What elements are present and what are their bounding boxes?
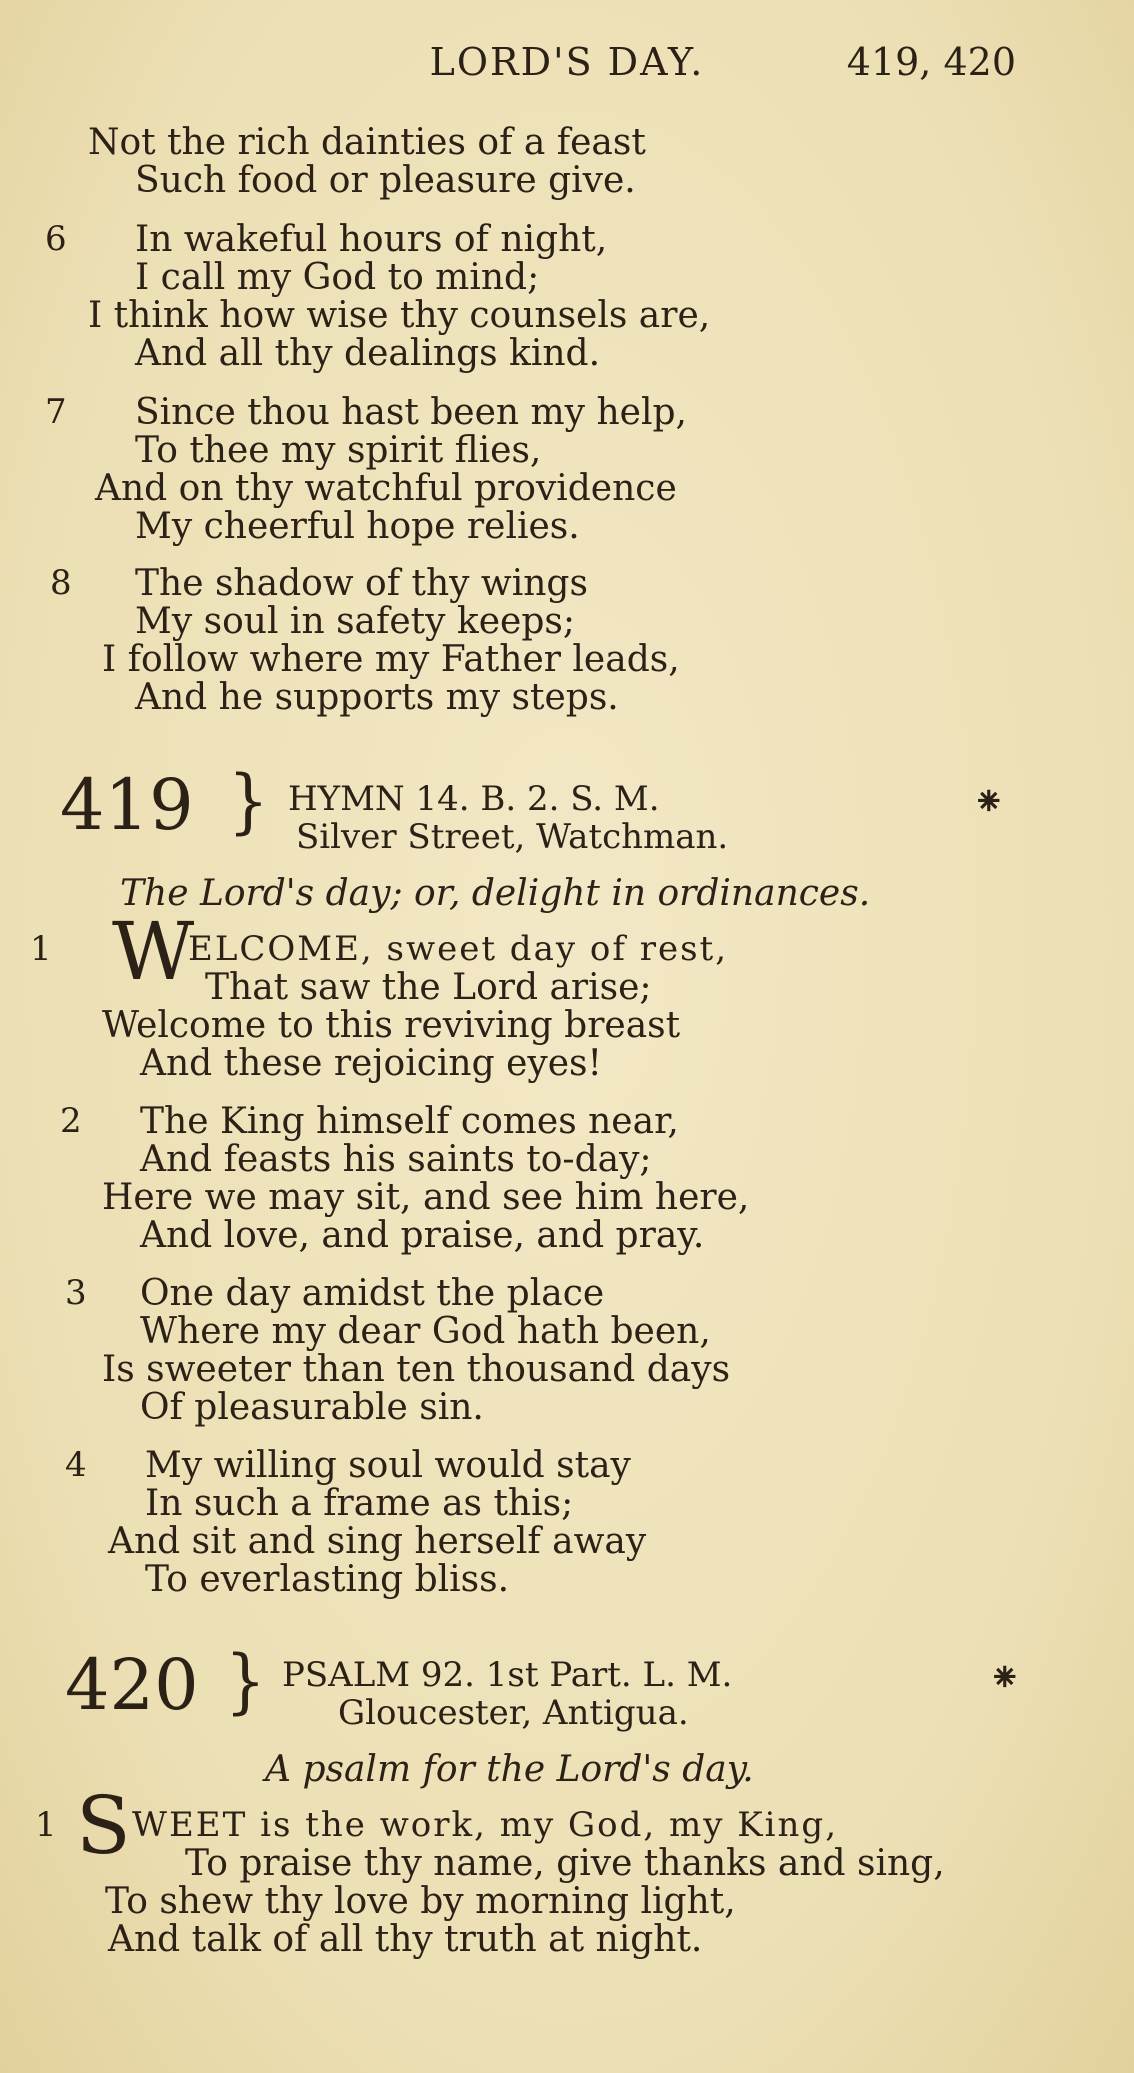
verse-line: In such a frame as this;	[145, 1483, 574, 1524]
verse-line: To praise thy name, give thanks and sing,	[185, 1843, 945, 1884]
verse-line: One day amidst the place	[140, 1273, 605, 1314]
verse-line: Where my dear God hath been,	[140, 1311, 711, 1352]
drop-cap: S	[76, 1779, 131, 1872]
verse-number: 7	[45, 392, 67, 432]
verse-line: To everlasting bliss.	[145, 1559, 510, 1600]
verse-number: 4	[65, 1445, 87, 1485]
verse-number: 6	[45, 219, 67, 259]
asterism-mark: ⁕	[972, 779, 1006, 825]
verse-line: My soul in safety keeps;	[135, 601, 575, 642]
verse-line: And talk of all thy truth at night.	[108, 1919, 703, 1960]
hymn-number: 419	[60, 764, 194, 846]
verse-line: I follow where my Father leads,	[102, 639, 680, 680]
hymn-meta: PSALM 92. 1st Part. L. M.	[282, 1655, 733, 1695]
verse-line: I call my God to mind;	[135, 257, 540, 298]
verse-line: ELCOME, sweet day of rest,	[188, 929, 729, 969]
verse-line: Is sweeter than ten thousand days	[102, 1349, 731, 1390]
running-title: LORD'S DAY.	[429, 40, 705, 84]
verse-line: That saw the Lord arise;	[205, 967, 652, 1008]
page-number: 419, 420	[846, 40, 1016, 84]
brace: }	[228, 761, 269, 843]
tune-names: Gloucester, Antigua.	[338, 1693, 689, 1733]
verse-line: My cheerful hope relies.	[135, 506, 580, 547]
verse-line: And all thy dealings kind.	[135, 333, 601, 374]
verse-number: 3	[65, 1273, 87, 1313]
drop-cap: W	[112, 905, 195, 998]
verse-line: My willing soul would stay	[145, 1445, 631, 1486]
hymn-subtitle: A psalm for the Lord's day.	[265, 1749, 754, 1790]
verse-line: Welcome to this reviving breast	[102, 1005, 681, 1046]
verse-number: 1	[35, 1805, 57, 1845]
verse-line: To shew thy love by morning light,	[105, 1881, 736, 1922]
tune-names: Silver Street, Watchman.	[296, 817, 729, 857]
hymn-subtitle: The Lord's day; or, delight in ordinances.	[120, 873, 871, 914]
verse-number: 2	[60, 1101, 82, 1141]
verse-line: The shadow of thy wings	[135, 563, 588, 604]
verse-line: And he supports my steps.	[135, 677, 619, 718]
verse-line: Such food or pleasure give.	[135, 160, 636, 201]
asterism-mark: ⁕	[988, 1655, 1022, 1701]
verse-line: Here we may sit, and see him here,	[102, 1177, 750, 1218]
verse-line: Not the rich dainties of a feast	[88, 122, 646, 163]
verse-line: Since thou hast been my help,	[135, 392, 687, 433]
verse-line: And these rejoicing eyes!	[140, 1043, 602, 1084]
verse-line: And sit and sing herself away	[108, 1521, 647, 1562]
verse-line: Of pleasurable sin.	[140, 1387, 484, 1428]
verse-line: The King himself comes near,	[140, 1101, 679, 1142]
verse-line: In wakeful hours of night,	[135, 219, 608, 260]
verse-number: 1	[30, 929, 52, 969]
verse-number: 8	[50, 563, 72, 603]
verse-line: I think how wise thy counsels are,	[88, 295, 711, 336]
verse-line: And love, and praise, and pray.	[140, 1215, 705, 1256]
brace: }	[225, 1641, 266, 1723]
verse-line: And on thy watchful providence	[95, 468, 677, 509]
verse-line: To thee my spirit flies,	[135, 430, 542, 471]
verse-line: WEET is the work, my God, my King,	[132, 1805, 838, 1845]
hymn-meta: HYMN 14. B. 2. S. M.	[288, 779, 660, 819]
hymn-number: 420	[65, 1644, 199, 1726]
verse-line: And feasts his saints to-day;	[140, 1139, 652, 1180]
